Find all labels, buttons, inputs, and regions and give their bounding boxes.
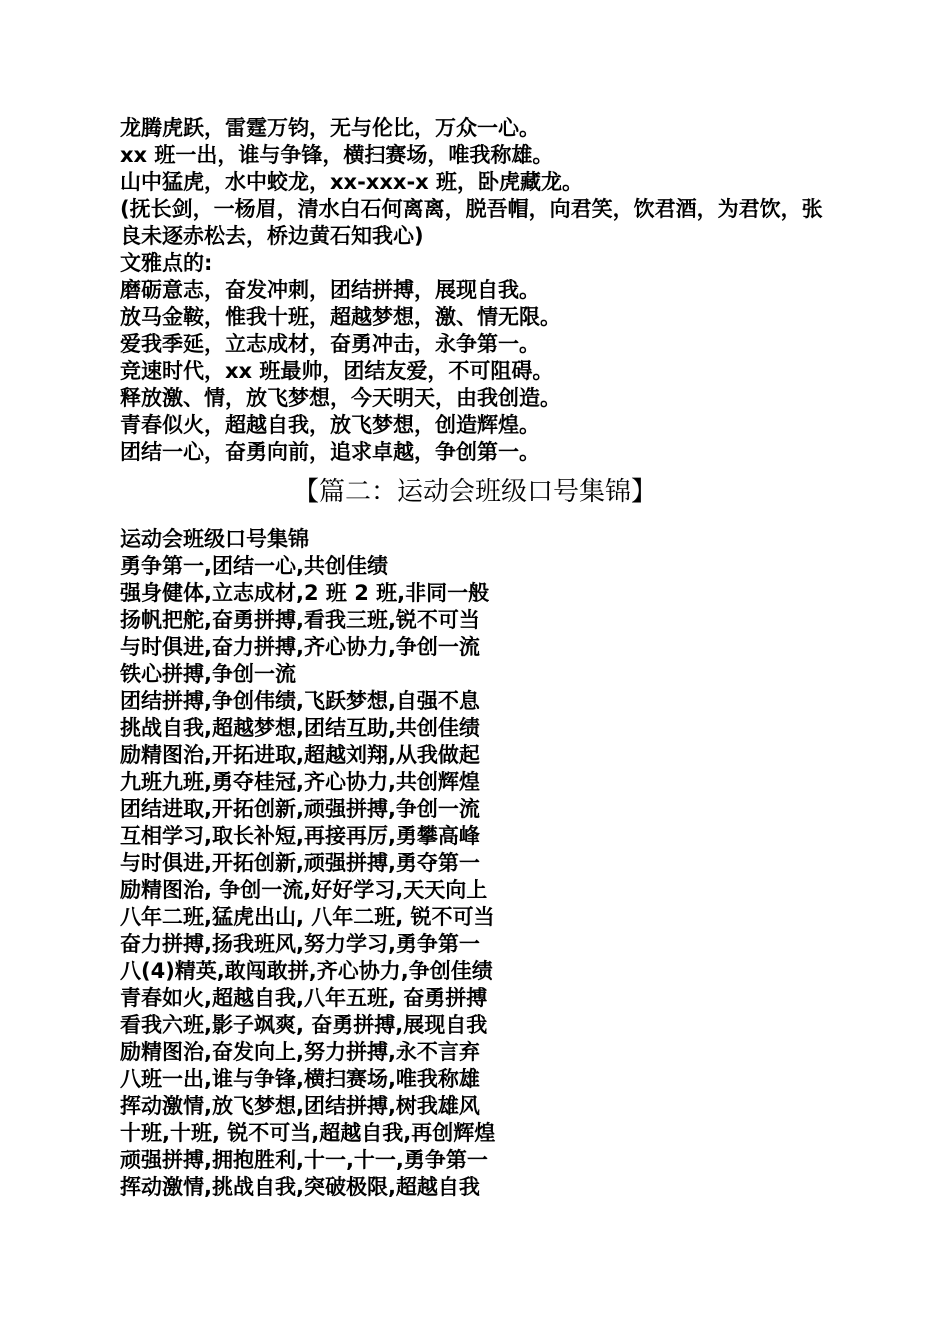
text-line: 放马金鞍，惟我十班，超越梦想，激、情无限。: [120, 305, 561, 329]
slogan-section-one: [120, 115, 840, 466]
text-line: 竞速时代，xx 班最帅，团结友爱，不可阻碍。: [120, 359, 554, 383]
text-line: 挥动激情,挑战自我,突破极限,超越自我: [120, 1175, 480, 1199]
text-line: 八年二班,猛虎出山, 八年二班, 锐不可当: [120, 905, 495, 929]
text-line: 顽强拼搏,拥抱胜利,十一,十一,勇争第一: [120, 1148, 488, 1172]
text-line: 铁心拼搏,争创一流: [120, 662, 296, 686]
text-line: (抚长剑，一杨眉，清水白石何离离，脱吾帽，向君笑，饮君酒，为君饮，张良未逐赤松去，桥边黄石知我心): [120, 197, 823, 248]
text-line: 文雅点的:: [120, 251, 213, 275]
text-line: 互相学习,取长补短,再接再厉,勇攀高峰: [120, 824, 480, 848]
text-line: 看我六班,影子飒爽, 奋勇拼搏,展现自我: [120, 1013, 488, 1037]
text-line: 奋力拼搏,扬我班风,努力学习,勇争第一: [120, 932, 480, 956]
text-line: 释放激、情，放飞梦想，今天明天，由我创造。: [120, 386, 561, 410]
text-line: 扬帆把舵,奋勇拼搏,看我三班,锐不可当: [120, 608, 480, 632]
text-line: 青春似火，超越自我，放飞梦想，创造辉煌。: [120, 413, 540, 437]
text-line: 与时俱进,开拓创新,顽强拼搏,勇夺第一: [120, 851, 480, 875]
text-line: 磨砺意志，奋发冲刺，团结拼搏，展现自我。: [120, 278, 540, 302]
text-line: 爱我季延，立志成材，奋勇冲击，永争第一。: [120, 332, 540, 356]
text-line: 励精图治,开拓进取,超越刘翔,从我做起: [120, 743, 480, 767]
text-line: 八(4)精英,敢闯敢拼,齐心协力,争创佳绩: [120, 959, 493, 983]
text-line: 团结一心，奋勇向前，追求卓越，争创第一。: [120, 440, 540, 464]
section-heading: 【篇二：运动会班级口号集锦】: [292, 477, 657, 507]
text-line: 励精图治,奋发向上,努力拼搏,永不言弃: [120, 1040, 480, 1064]
text-line: 强身健体,立志成材,2 班 2 班,非同一般: [120, 581, 490, 605]
text-line: 八班一出,谁与争锋,横扫赛场,唯我称雄: [120, 1067, 480, 1091]
text-line: 青春如火,超越自我,八年五班, 奋勇拼搏: [120, 986, 488, 1010]
text-line: 山中猛虎，水中蛟龙，xx-xxx-x 班，卧虎藏龙。: [120, 170, 584, 194]
text-line: 九班九班,勇夺桂冠,齐心协力,共创辉煌: [120, 770, 480, 794]
text-line: 励精图治, 争创一流,好好学习,天天向上: [120, 878, 488, 902]
text-line: 挥动激情,放飞梦想,团结拼搏,树我雄风: [120, 1094, 480, 1118]
text-line: 团结进取,开拓创新,顽强拼搏,争创一流: [120, 797, 480, 821]
text-line: 十班,十班, 锐不可当,超越自我,再创辉煌: [120, 1121, 496, 1145]
text-line: 团结拼搏,争创伟绩,飞跃梦想,自强不息: [120, 689, 480, 713]
text-line: 勇争第一,团结一心,共创佳绩: [120, 554, 388, 578]
section-subtitle: 运动会班级口号集锦: [120, 527, 309, 551]
slogan-section-two: [120, 526, 840, 1201]
text-line: 挑战自我,超越梦想,团结互助,共创佳绩: [120, 716, 480, 740]
text-line: xx 班一出，谁与争锋，横扫赛场，唯我称雄。: [120, 143, 554, 167]
text-line: 龙腾虎跃，雷霆万钧，无与伦比，万众一心。: [120, 116, 540, 140]
text-line: 与时俱进,奋力拼搏,齐心协力,争创一流: [120, 635, 480, 659]
